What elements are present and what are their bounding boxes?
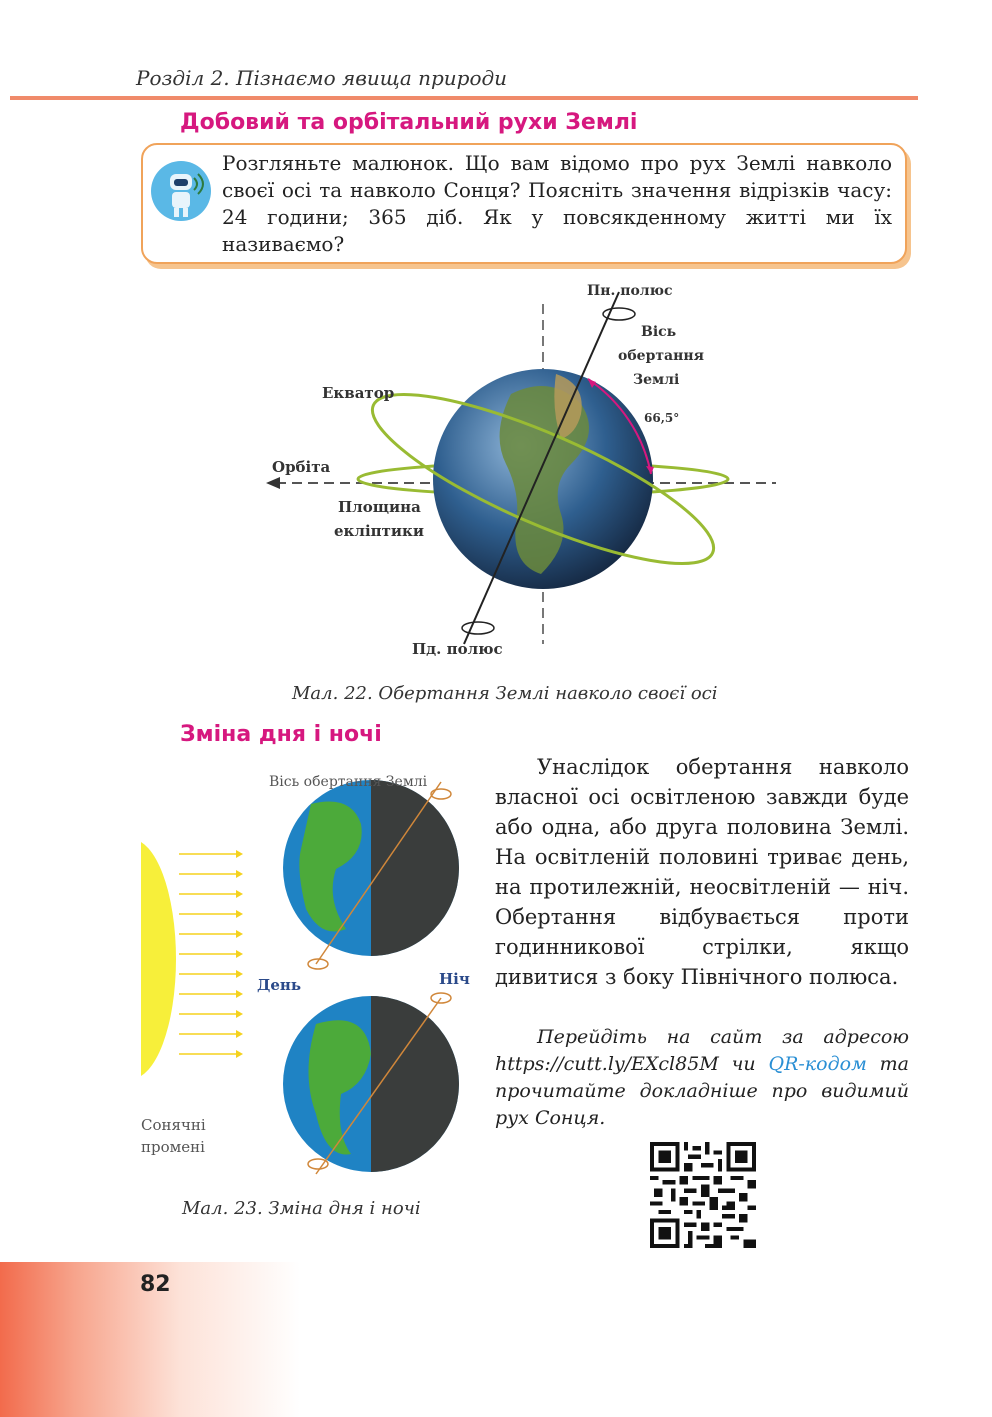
- label-day: День: [257, 976, 302, 994]
- qr-code-link[interactable]: QR-кодом: [768, 1053, 867, 1075]
- body-paragraph-text: Унаслідок обертання навколо власної осі освітленою завжди буде або одна, або друга половина Землі. На освітленій половині триває день, на протилежній, неосвітленій — ніч. Обертання відбувається проти годинникової стрілки, якщо дивитися з боку Північного полюса.: [495, 755, 909, 989]
- link-text-2: та прочитайте докладніше про видимий рух Сонця.: [495, 1053, 910, 1129]
- label-ecliptic-2: екліптики: [334, 522, 425, 540]
- label-rays-2: промені: [141, 1138, 205, 1156]
- robot-icon: [150, 160, 212, 222]
- header-rule: [10, 96, 918, 100]
- label-ecliptic-1: Площина: [338, 498, 421, 516]
- qr-code-image[interactable]: [650, 1142, 756, 1248]
- label-orbit: Орбіта: [272, 458, 331, 476]
- figure23-caption: Мал. 23. Зміна дня і ночі: [182, 1198, 421, 1219]
- label-north-pole: Пн. полюс: [587, 283, 673, 299]
- label-axis-2: обертання: [618, 348, 704, 364]
- question-text: Розгляньте малюнок. Що вам відомо про рух Землі навколо своєї осі та навколо Сонця? Поясніть значення відрізків часу: 24 години; 365 діб. Як у повсякденному житті ми їх називаємо?: [222, 151, 892, 256]
- figure-earth-rotation: [256, 274, 786, 664]
- section-title-day-night: Зміна дня і ночі: [180, 722, 382, 747]
- figure22-caption: Мал. 22. Обертання Землі навколо своєї осі: [292, 683, 718, 704]
- label-axis: Вісь обертання Землі: [269, 774, 428, 790]
- label-equator: Екватор: [322, 384, 395, 402]
- link-text-1: Перейдіть на сайт за адресою https://cutt.ly/EXcl85M чи: [495, 1026, 909, 1075]
- body-paragraph: [495, 752, 909, 992]
- page-number: 82: [140, 1272, 171, 1297]
- label-angle: 66,5°: [644, 411, 680, 425]
- section-title-rotation: Добовий та орбітальний рухи Землі: [180, 110, 638, 135]
- label-night: Ніч: [439, 970, 470, 988]
- label-south-pole: Пд. полюс: [412, 640, 503, 658]
- link-paragraph: [495, 1024, 909, 1132]
- label-axis-3: Землі: [633, 372, 680, 388]
- running-head: Розділ 2. Пізнаємо явища природи: [136, 66, 508, 90]
- figure-day-night: [141, 764, 481, 1184]
- label-axis-1: Вісь: [641, 324, 677, 340]
- label-rays-1: Сонячні: [141, 1116, 206, 1134]
